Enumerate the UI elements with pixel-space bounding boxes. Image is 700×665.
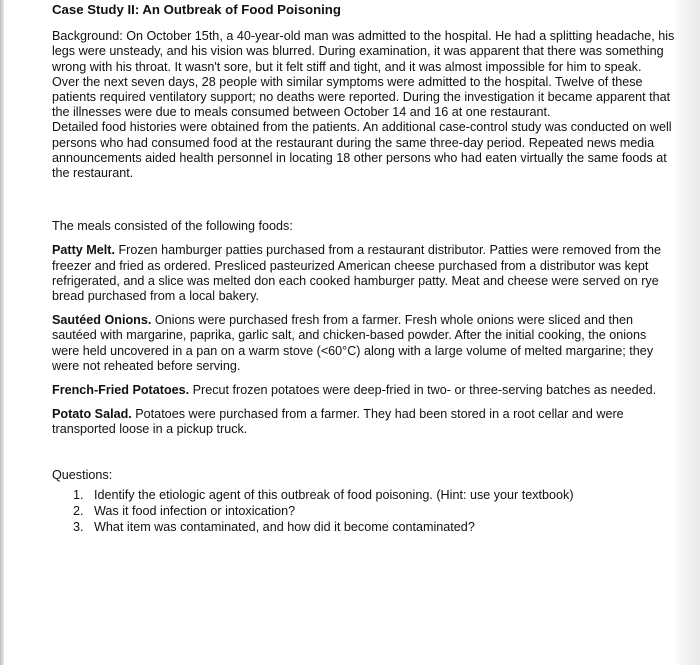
food-description: Onions were purchased fresh from a farmer. Fresh whole onions were sliced and then sautéed with margarine, paprika, garlic salt, and chicken-based powder. After the initial cooking, the onions were held uncovered in a pan on a warm stove (<60°C) along with a large volume of melted margarine; they were not reheated before serving. [52, 313, 654, 373]
page-right-edge [676, 0, 700, 665]
question-number: 3. [73, 520, 84, 535]
question-number: 1. [73, 487, 84, 502]
food-name: Potato Salad. [52, 407, 132, 422]
food-item [52, 407, 676, 437]
background-section [52, 29, 676, 181]
food-name: French-Fried Potatoes. [52, 383, 190, 398]
food-description: Frozen hamburger patties purchased from a restaurant distributor. Patties were removed from the freezer and fried as ordered. Presliced pasteurized American cheese purchased from a distributor was kept refrigerated, and a slice was melted don each cooked hamburger patty. Meat and cheese were served on rye bread purchased from a local bakery. [52, 243, 661, 304]
food-list [52, 243, 676, 437]
document-title: Case Study II: An Outbreak of Food Poisoning [52, 2, 341, 17]
document-body [52, 0, 676, 536]
question-number: 2. [73, 504, 84, 519]
question-text: What item was contaminated, and how did it become contaminated? [94, 520, 475, 535]
food-item [52, 313, 676, 374]
food-name: Patty Melt. [52, 243, 115, 258]
questions-heading: Questions: [52, 467, 113, 482]
question-text: Identify the etiologic agent of this outbreak of food poisoning. (Hint: use your textbook) [94, 487, 574, 502]
background-paragraph: Detailed food histories were obtained from the patients. An additional case-control study was conducted on well persons who had consumed food at the restaurant during the same three-day period. Repeated news media announcements aided health personnel in locating 18 other persons who had eaten virtually the same foods at the restaurant. [52, 120, 672, 181]
question-item [73, 487, 676, 503]
question-item [73, 520, 676, 535]
food-description: Potatoes were purchased from a farmer. They had been stored in a root cellar and were transported loose in a pickup truck. [52, 407, 624, 437]
food-item [52, 243, 676, 304]
section-spacer [52, 181, 676, 219]
meals-intro: The meals consisted of the following foods: [52, 219, 293, 234]
question-text: Was it food infection or intoxication? [94, 504, 296, 519]
food-description: Precut frozen potatoes were deep-fried in two- or three-serving batches as needed. [192, 383, 657, 398]
page-left-edge [0, 0, 4, 665]
background-paragraph: Over the next seven days, 28 people with similar symptoms were admitted to the hospital. Twelve of these patients required ventilatory support; no deaths were reported. During the investigation it became apparent that the illnesses were due to meals consumed between October 14 and 16 at one restaurant. [52, 74, 671, 120]
background-paragraph: Background: On October 15th, a 40-year-old man was admitted to the hospital. He had a splitting headache, his legs were unsteady, and his vision was blurred. During examination, it was apparent that there was something wrong with his throat. It wasn't sore, but it felt stiff and tight, and it was almost impossible for him to speak. [52, 29, 675, 74]
food-item [52, 383, 676, 398]
questions-list [52, 488, 676, 536]
question-item [73, 504, 676, 519]
food-name: Sautéed Onions. [52, 313, 152, 328]
